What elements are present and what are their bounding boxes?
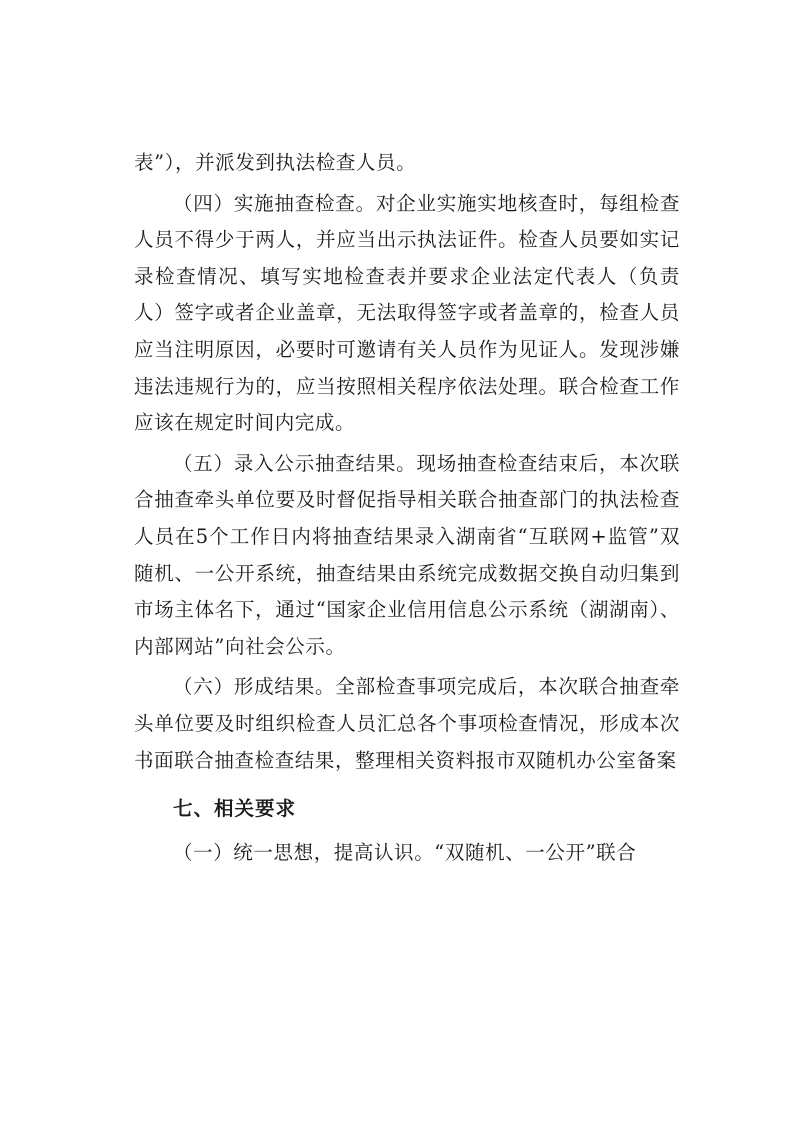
paragraph-continuation: 表”），并派发到执法检查人员。: [134, 151, 417, 174]
paragraph-item-6: （六）形成结果。全部检查事项完成后，本次联合抽查牵头单位要及时组织检查人员汇总各个事项检查情况，形成本次书面联合抽查检查结果，整理相关资料报市双随机办公室备案: [134, 675, 680, 772]
paragraph-item-1: （一）统一思想，提高认识。“双随机、一公开”联合: [173, 841, 637, 865]
section-heading: 七、相关要求: [173, 797, 297, 821]
paragraph-item-4: （四）实施抽查检查。对企业实施实地核查时，每组检查人员不得少于两人，并应当出示执法证件。检查人员要如实记录检查情况、填写实地检查表并要求企业法定代表人（负责人）签字或者企业盖章，无法取得签字或者盖章的，检查人员应当注明原因，必要时可邀请有关人员作为见证人。发现涉嫌违法违规行为的，应当按照相关程序依法处理。联合检查工作应该在规定时间内完成。: [134, 191, 680, 435]
paragraph-item-5: （五）录入公示抽查结果。现场抽查检查结束后，本次联合抽查牵头单位要及时督促指导相关联合抽查部门的执法检查人员在5个工作日内将抽查结果录入湖南省“互联网+监管”双随机、一公开系统，抽查结果由系统完成数据交换自动归集到市场主体名下，通过“国家企业信用信息公示系统（湖湖南）、内部网站”向社会公示。: [134, 451, 680, 658]
document-body: [134, 145, 680, 872]
